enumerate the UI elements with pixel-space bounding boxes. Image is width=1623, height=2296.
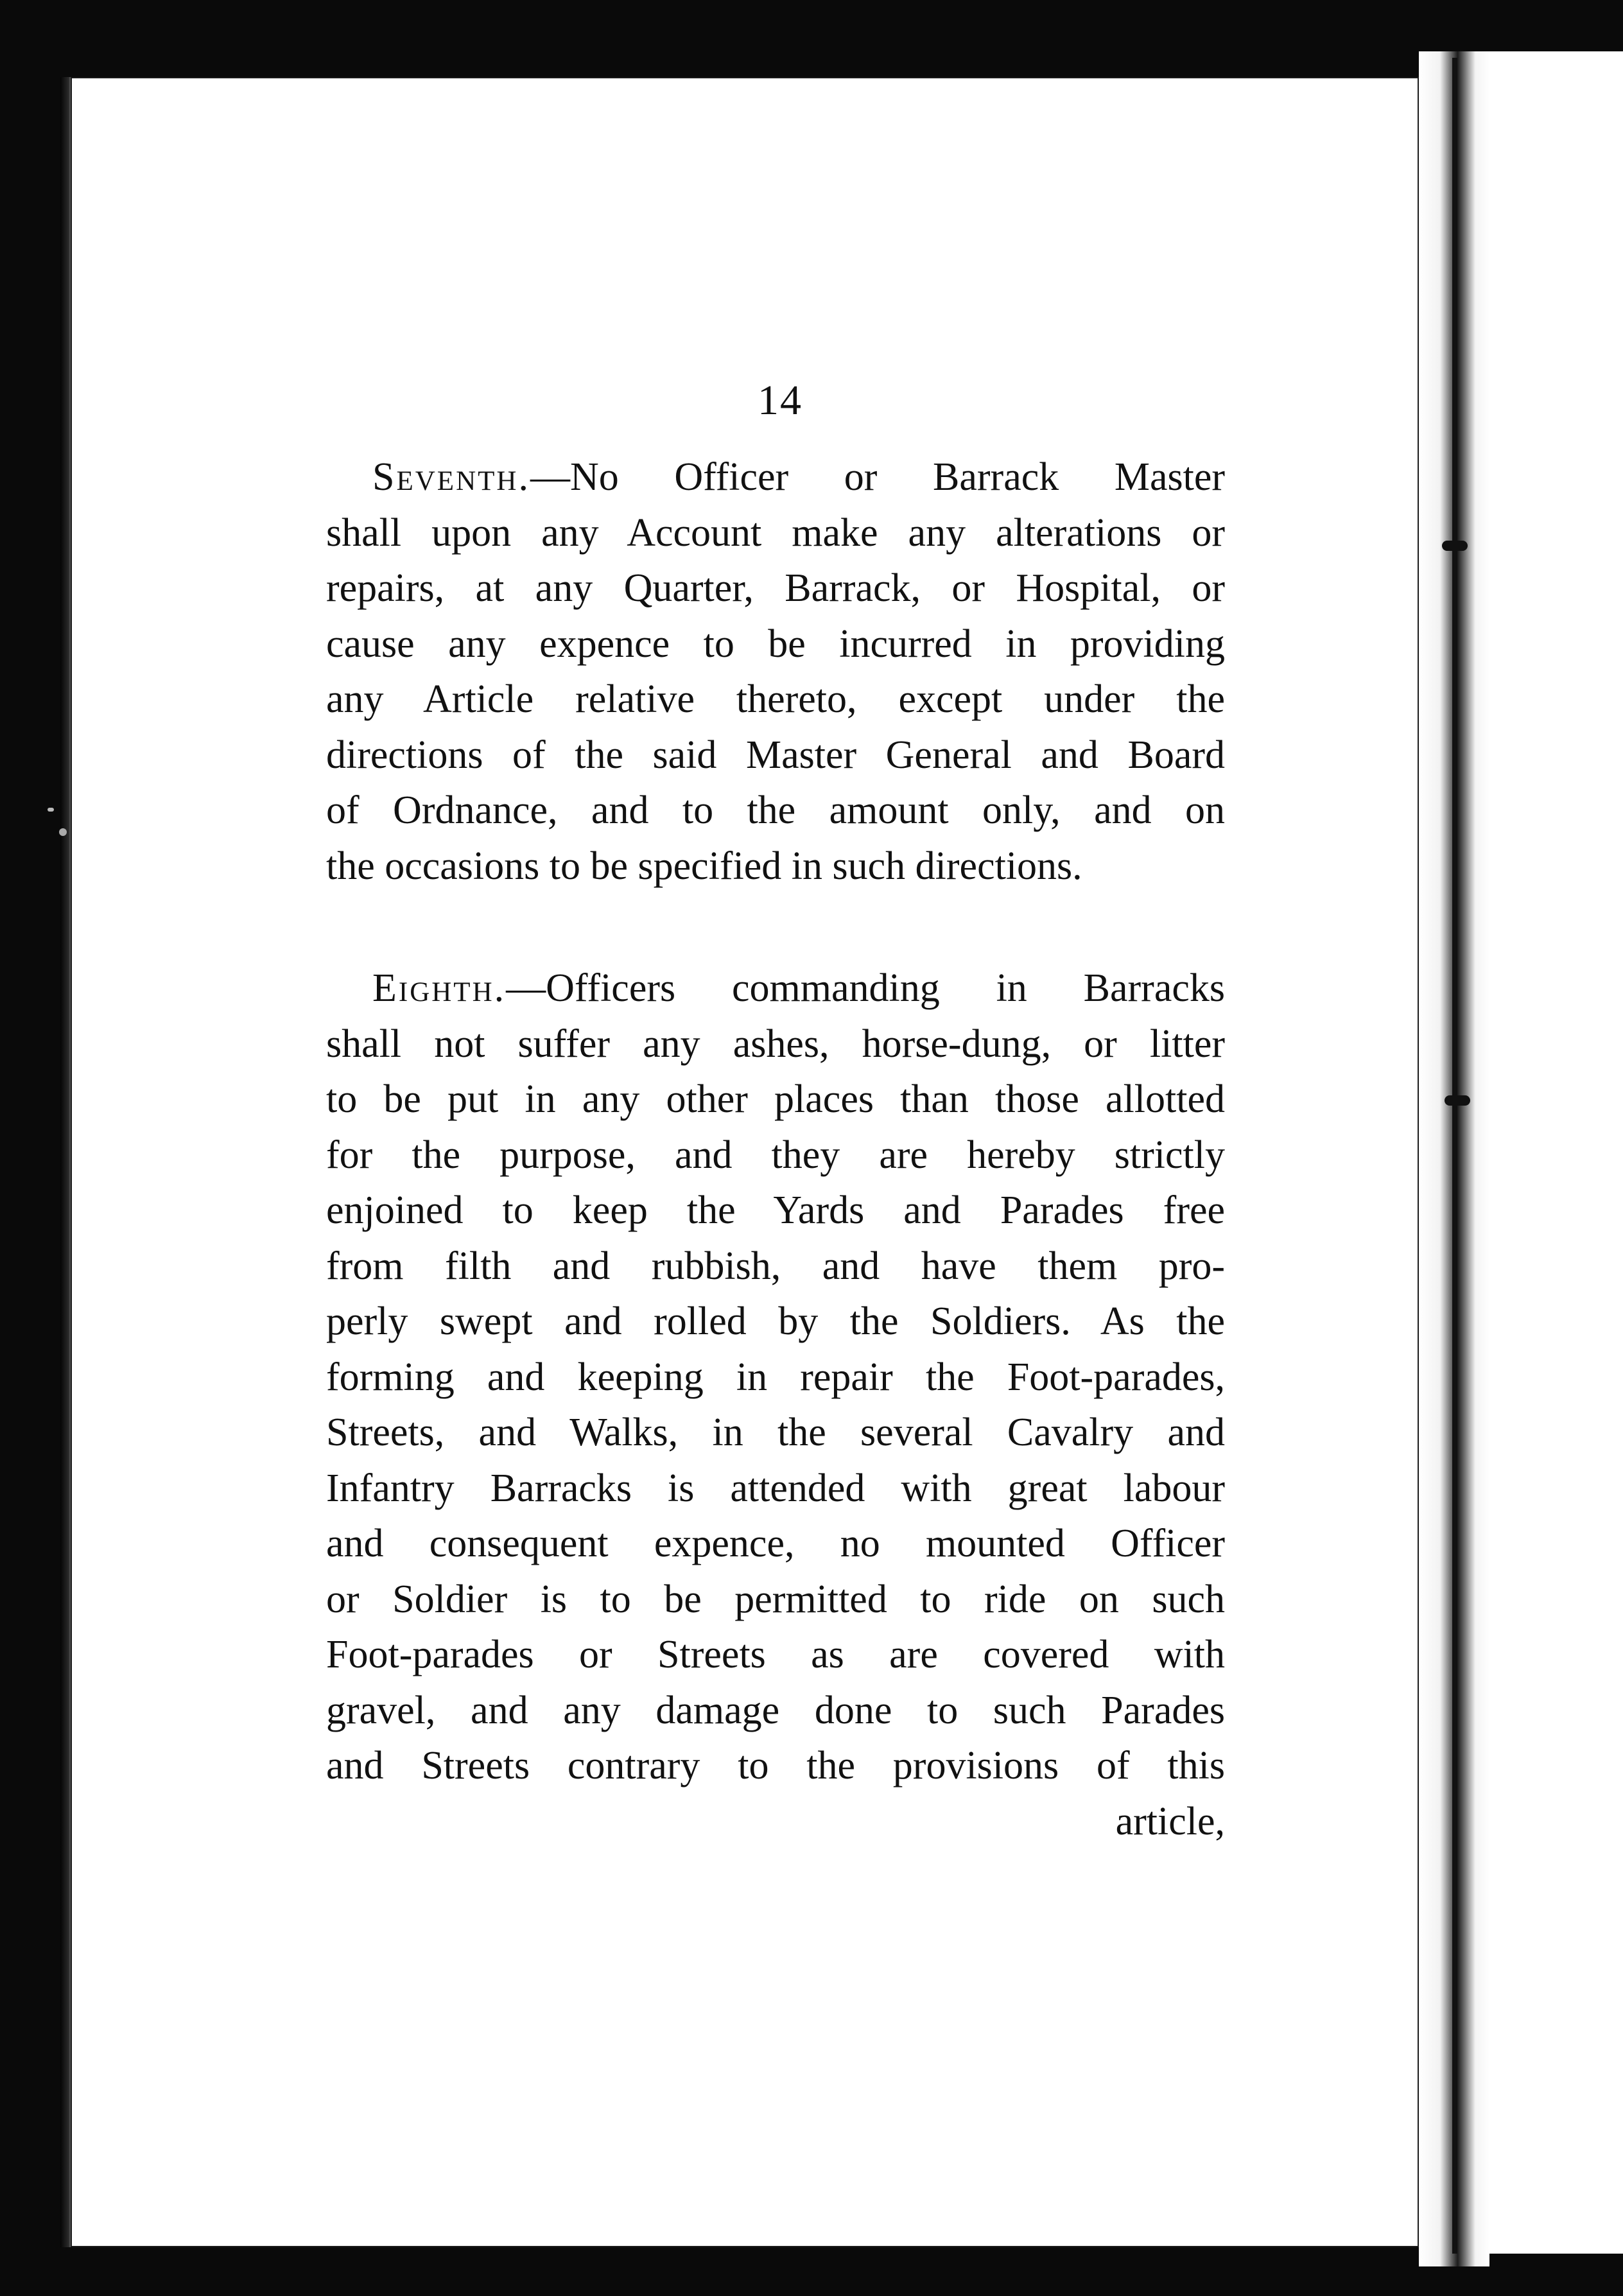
catchword: article, bbox=[1115, 1799, 1225, 1843]
binding-stitch bbox=[1445, 1095, 1470, 1106]
text-line: perly swept and rolled by the Soldiers. As the bbox=[326, 1300, 1225, 1343]
text-line: of Ordnance, and to the amount only, and on bbox=[326, 788, 1225, 832]
text-line-content: —Officers commanding in Barracks bbox=[506, 966, 1225, 1010]
paragraph-seventh bbox=[326, 449, 1225, 894]
binding-thread bbox=[1452, 58, 1457, 2254]
text-line: to be put in any other places than those allotted bbox=[326, 1077, 1225, 1121]
text-line: any Article relative thereto, except under the bbox=[326, 677, 1225, 721]
text-line: Foot-parades or Streets as are covered with bbox=[326, 1633, 1225, 1676]
text-line: Infantry Barracks is attended with great labour bbox=[326, 1466, 1225, 1510]
text-line: repairs, at any Quarter, Barrack, or Hospital, or bbox=[326, 566, 1225, 610]
scan-dust-mark bbox=[48, 808, 54, 812]
paragraph-eighth bbox=[326, 961, 1225, 1849]
text-line: gravel, and any damage done to such Parades bbox=[326, 1688, 1225, 1732]
text-line: Streets, and Walks, in the several Cavalry and bbox=[326, 1411, 1225, 1454]
text-line: shall upon any Account make any alterations or bbox=[326, 510, 1225, 555]
text-line: cause any expence to be incurred in providing bbox=[326, 622, 1225, 666]
paragraph-heading: Seventh. bbox=[372, 455, 530, 499]
text-line: enjoined to keep the Yards and Parades free bbox=[326, 1188, 1225, 1232]
text-line: directions of the said Master General and Board bbox=[326, 733, 1225, 777]
text-line: for the purpose, and they are hereby strictly bbox=[326, 1133, 1225, 1177]
text-line: shall not suffer any ashes, horse-dung, or litter bbox=[326, 1022, 1225, 1066]
paragraph-heading: Eighth. bbox=[372, 966, 507, 1010]
text-line: or Soldier is to be permitted to ride on such bbox=[326, 1577, 1225, 1621]
facing-page bbox=[1489, 51, 1623, 2254]
text-line: the occasions to be specified in such directions. bbox=[326, 844, 1082, 888]
text-line bbox=[326, 961, 1225, 1016]
text-line: forming and keeping in repair the Foot-parades, bbox=[326, 1355, 1225, 1399]
text-line bbox=[326, 449, 1225, 505]
text-line-content: —No Officer or Barrack Master bbox=[530, 455, 1225, 499]
binding-stitch bbox=[1442, 541, 1468, 551]
page-number: 14 bbox=[758, 377, 803, 424]
text-line: and Streets contrary to the provisions of this bbox=[326, 1744, 1225, 1787]
text-line: and consequent expence, no mounted Officer bbox=[326, 1522, 1225, 1565]
scan-dust-mark bbox=[59, 828, 67, 836]
text-line: from filth and rubbish, and have them pro- bbox=[326, 1244, 1225, 1288]
